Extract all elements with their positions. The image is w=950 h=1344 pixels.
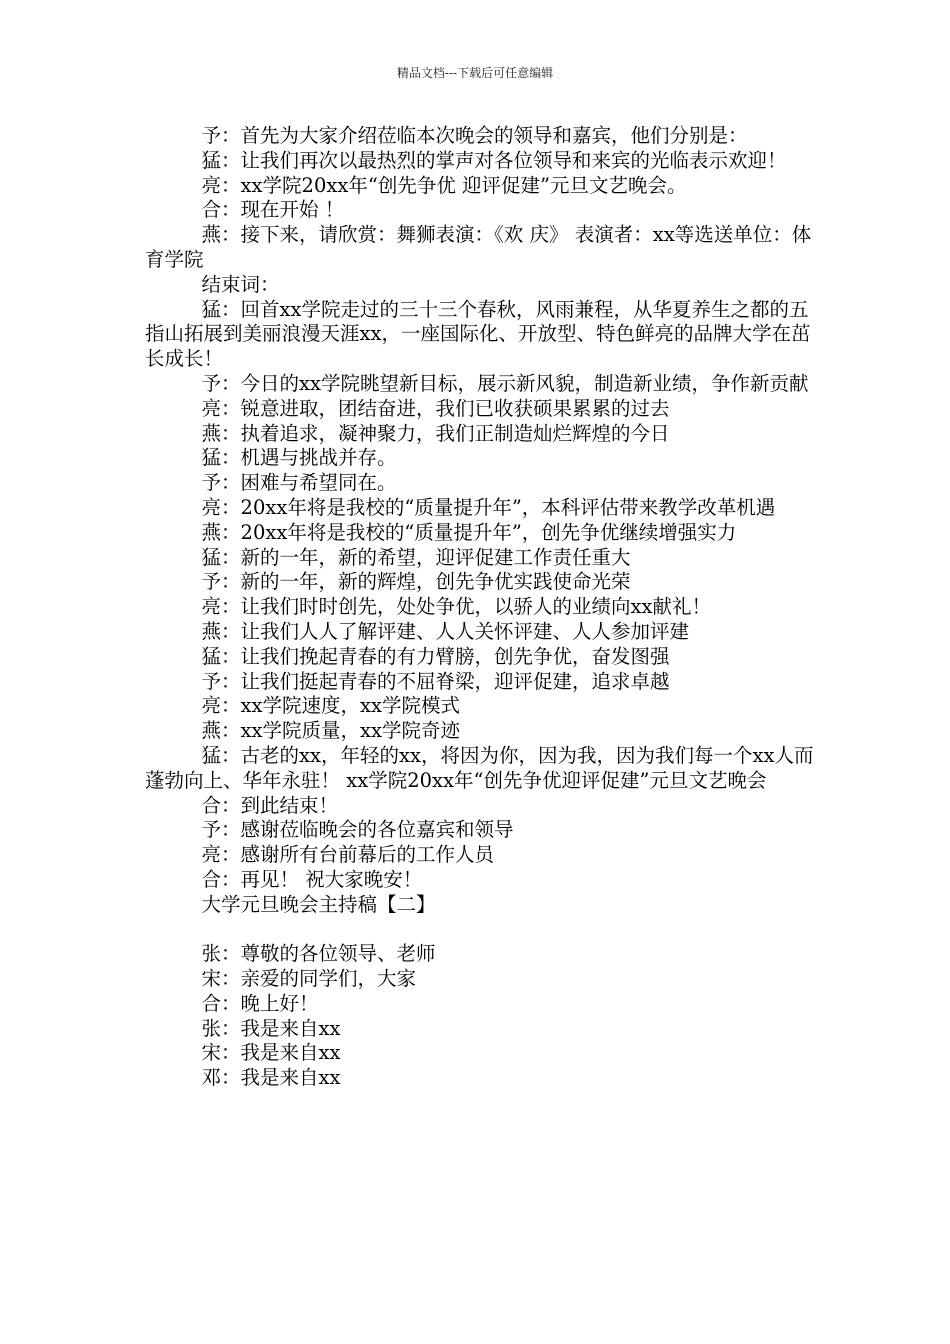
- script-line: 邓：我是来自xx: [201, 1066, 341, 1090]
- script-line: 燕：执着追求，凝神聚力，我们正制造灿烂辉煌的今日: [201, 421, 670, 445]
- script-line: 亮：xx学院速度，xx学院模式: [201, 694, 461, 718]
- script-line: 亮：20xx年将是我校的“质量提升年”，本科评估带来教学改革机遇: [201, 495, 776, 519]
- script-line: 张：尊敬的各位领导、老师: [201, 942, 436, 966]
- script-line: 予：首先为大家介绍莅临本次晚会的领导和嘉宾，他们分别是：: [201, 124, 748, 147]
- script-line: 猛：回首xx学院走过的三十三个春秋，风雨兼程，从华夏养生之都的五指山拓展到美丽浪漫天涯xx，一座国际化、开放型、特色鲜亮的品牌大学在茁长成长！: [145, 297, 811, 371]
- script-line: 予：感谢莅临晚会的各位嘉宾和领导: [201, 818, 514, 842]
- script-line: 亮：xx学院20xx年“创先争优 迎评促建”元旦文艺晚会。: [201, 173, 687, 197]
- script-line: 予：让我们挺起青春的不屈脊梁，迎评促建，追求卓越: [201, 669, 670, 693]
- script-line: 亮：感谢所有台前幕后的工作人员: [201, 843, 495, 867]
- page-header: 精品文档---下载后可任意编辑: [396, 66, 554, 80]
- script-line: 亮：让我们时时创先，处处争优，以骄人的业绩向xx献礼！: [201, 595, 712, 619]
- script-line: 猛：机遇与挑战并存。: [201, 446, 397, 470]
- script-line: 合：再见！ 祝大家晚安！: [201, 867, 423, 891]
- script-line: 予：新的一年，新的辉煌，创先争优实践使命光荣: [201, 570, 631, 594]
- section-heading-closing: 结束词：: [201, 272, 280, 296]
- section-title-part-two: 大学元旦晚会主持稿【二】: [201, 892, 436, 916]
- script-line: 合：现在开始 ！: [201, 198, 345, 222]
- blank-line: [145, 918, 815, 943]
- script-line: 张：我是来自xx: [201, 1016, 341, 1040]
- script-line: 合：到此结束！: [201, 793, 339, 817]
- script-line: 猛：古老的xx，年轻的xx，将因为你，因为我，因为我们每一个xx人而蓬勃向上、华年永驻！ xx学院20xx年“创先争优迎评促建”元旦文艺晚会: [145, 743, 814, 792]
- script-line: 猛：让我们再次以最热烈的掌声对各位领导和来宾的光临表示欢迎！: [201, 148, 787, 172]
- script-line: 宋：我是来自xx: [201, 1041, 341, 1065]
- script-line: 燕：20xx年将是我校的“质量提升年”，创先争优继续增强实力: [201, 520, 737, 544]
- script-line: 予：困难与希望同在。: [201, 471, 397, 495]
- script-line: 猛：新的一年，新的希望，迎评促建工作责任重大: [201, 545, 631, 569]
- script-line: 合：晚上好！: [201, 991, 319, 1015]
- script-line: 猛：让我们挽起青春的有力臂膀，创先争优，奋发图强: [201, 644, 670, 668]
- script-line: 予：今日的xx学院眺望新目标，展示新风貌，制造新业绩，争作新贡献: [201, 371, 809, 395]
- script-line: 燕：让我们人人了解评建、人人关怀评建、人人参加评建: [201, 619, 690, 643]
- script-line: 亮：锐意进取，团结奋进，我们已收获硕果累累的过去: [201, 396, 670, 420]
- script-line: 燕：接下来，请欣赏：舞狮表演：《欢 庆》 表演者：xx等选送单位：体育学院: [145, 223, 812, 271]
- script-line: 宋：亲爱的同学们，大家: [201, 967, 417, 991]
- document-body: [145, 124, 815, 1091]
- script-line: 燕：xx学院质量，xx学院奇迹: [201, 719, 461, 743]
